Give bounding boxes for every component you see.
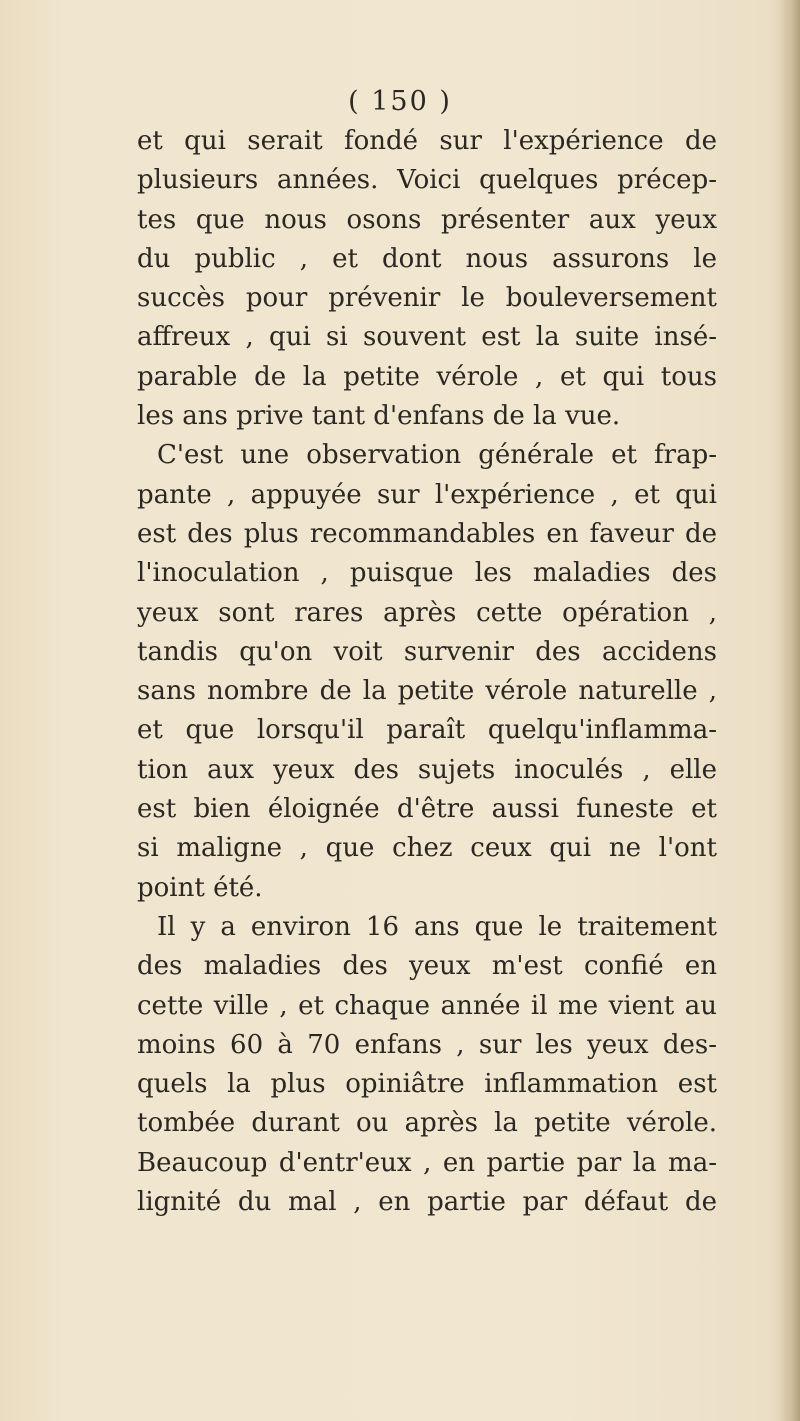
text-line: tion aux yeux des sujets inoculés , elle (137, 754, 717, 785)
text-line: Beaucoup d'entr'eux , en partie par la ma- (137, 1147, 717, 1178)
text-line: et que lorsqu'il paraît quelqu'inflamma- (137, 715, 717, 746)
text-line: sans nombre de la petite vérole naturelle , (137, 676, 717, 707)
text-line: succès pour prévenir le bouleversement (137, 283, 717, 314)
text-line: plusieurs années. Voici quelques précep- (137, 165, 717, 196)
text-line: pante , appuyée sur l'expérience , et qui (137, 479, 717, 510)
text-line: l'inoculation , puisque les maladies des (137, 558, 717, 589)
text-line: C'est une observation générale et frap- (157, 440, 717, 471)
text-line: si maligne , que chez ceux qui ne l'ont (137, 833, 717, 864)
text-line: tes que nous osons présenter aux yeux (137, 204, 717, 235)
text-line: du public , et dont nous assurons le (137, 243, 717, 274)
text-line: cette ville , et chaque année il me vient au (137, 990, 717, 1021)
text-line: et qui serait fondé sur l'expérience de (137, 126, 717, 156)
text-line: les ans prive tant d'enfans de la vue. (137, 401, 621, 432)
text-line: est bien éloignée d'être aussi funeste et (137, 794, 717, 825)
text-line: tandis qu'on voit survenir des accidens (137, 636, 717, 667)
text-line: Il y a environ 16 ans que le traitement (157, 911, 717, 942)
body-text (137, 122, 717, 1222)
text-line: yeux sont rares après cette opération , (137, 597, 717, 628)
text-line: parable de la petite vérole , et qui tous (137, 361, 717, 392)
text-line: lignité du mal , en partie par défaut de (137, 1187, 717, 1218)
text-line: est des plus recommandables en faveur de (137, 518, 717, 549)
text-line: quels la plus opiniâtre inflammation est (137, 1069, 717, 1100)
text-line: des maladies des yeux m'est confié en (137, 951, 717, 982)
text-line: affreux , qui si souvent est la suite insé- (137, 322, 717, 353)
text-line: tombée durant ou après la petite vérole. (137, 1108, 717, 1139)
text-line: point été. (137, 872, 263, 903)
page-edge-shadow (778, 0, 800, 1421)
page-number-header: ( 150 ) (348, 86, 452, 117)
text-line: moins 60 à 70 enfans , sur les yeux des- (137, 1029, 717, 1060)
